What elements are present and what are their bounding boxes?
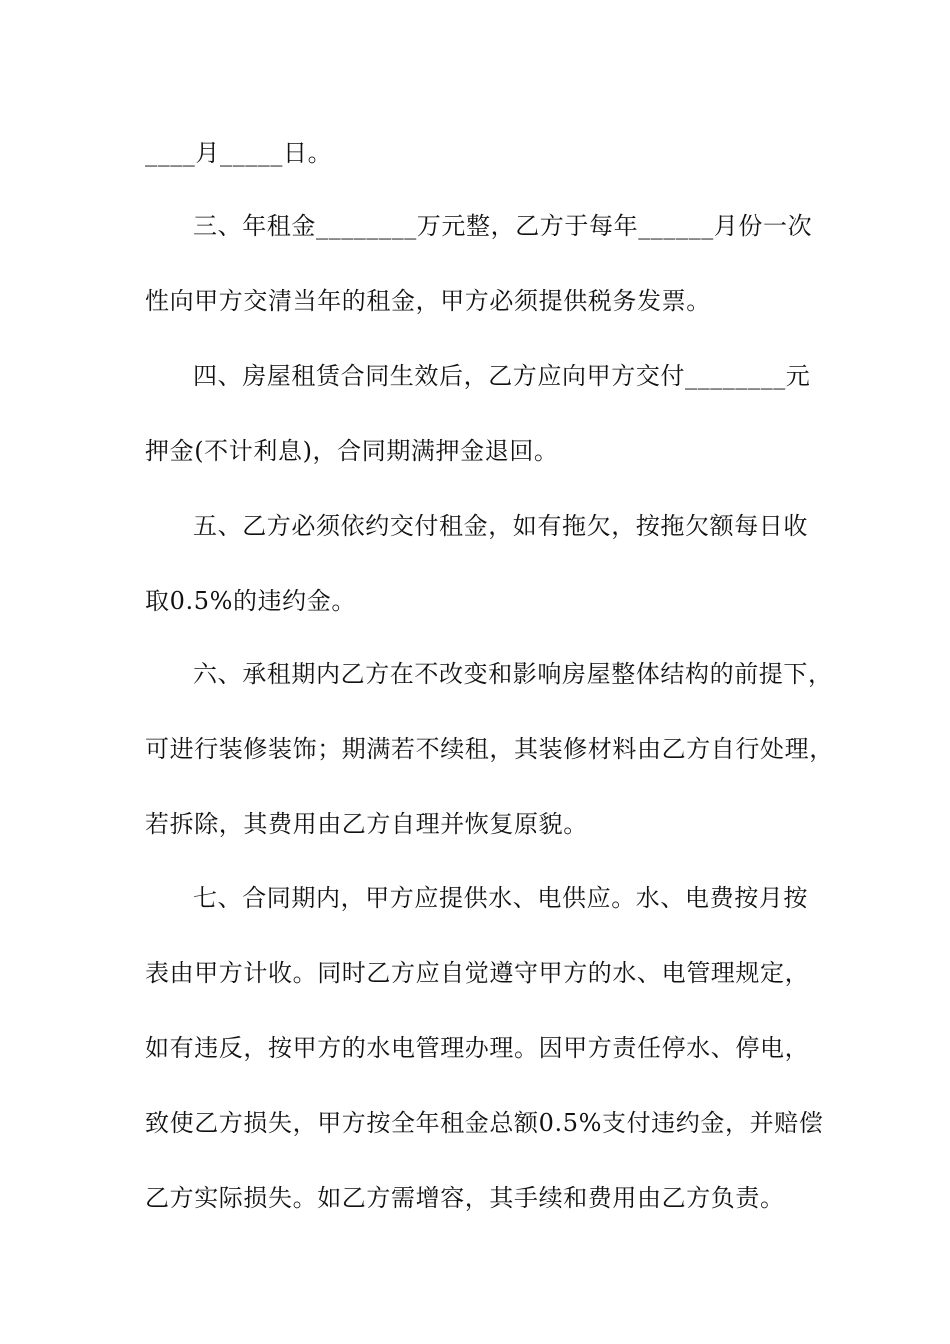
clause-7-line-2: 表由甲方计收。同时乙方应自觉遵守甲方的水、电管理规定，: [145, 959, 810, 987]
clause-4-line-2: 押金(不计利息)，合同期满押金退回。: [145, 437, 559, 465]
clause-7-line-4: 致使乙方损失，甲方按全年租金总额0.5%支付违约金，并赔偿: [145, 1109, 824, 1137]
clause-5-line-2: 取0.5%的违约金。: [145, 587, 356, 615]
clause-6-line-2: 可进行装修装饰；期满若不续租，其装修材料由乙方自行处理，: [145, 735, 834, 763]
clause-7-line-1: 七、合同期内，甲方应提供水、电供应。水、电费按月按: [193, 884, 808, 912]
clause-6-line-1: 六、承租期内乙方在不改变和影响房屋整体结构的前提下，: [193, 660, 833, 688]
clause-6-line-3: 若拆除，其费用由乙方自理并恢复原貌。: [145, 810, 588, 838]
clause-3-line-1: 三、年租金________万元整，乙方于每年______月份一次: [193, 212, 813, 240]
clause-7-line-5: 乙方实际损失。如乙方需增容，其手续和费用由乙方负责。: [145, 1184, 785, 1212]
clause-3-line-2: 性向甲方交清当年的租金，甲方必须提供税务发票。: [145, 287, 711, 315]
clause-4-line-1: 四、房屋租赁合同生效后，乙方应向甲方交付________元: [193, 362, 811, 390]
text-line-date: ____月_____日。: [145, 139, 333, 167]
clause-5-line-1: 五、乙方必须依约交付租金，如有拖欠，按拖欠额每日收: [193, 512, 808, 540]
clause-7-line-3: 如有违反，按甲方的水电管理办理。因甲方责任停水、停电，: [145, 1034, 810, 1062]
